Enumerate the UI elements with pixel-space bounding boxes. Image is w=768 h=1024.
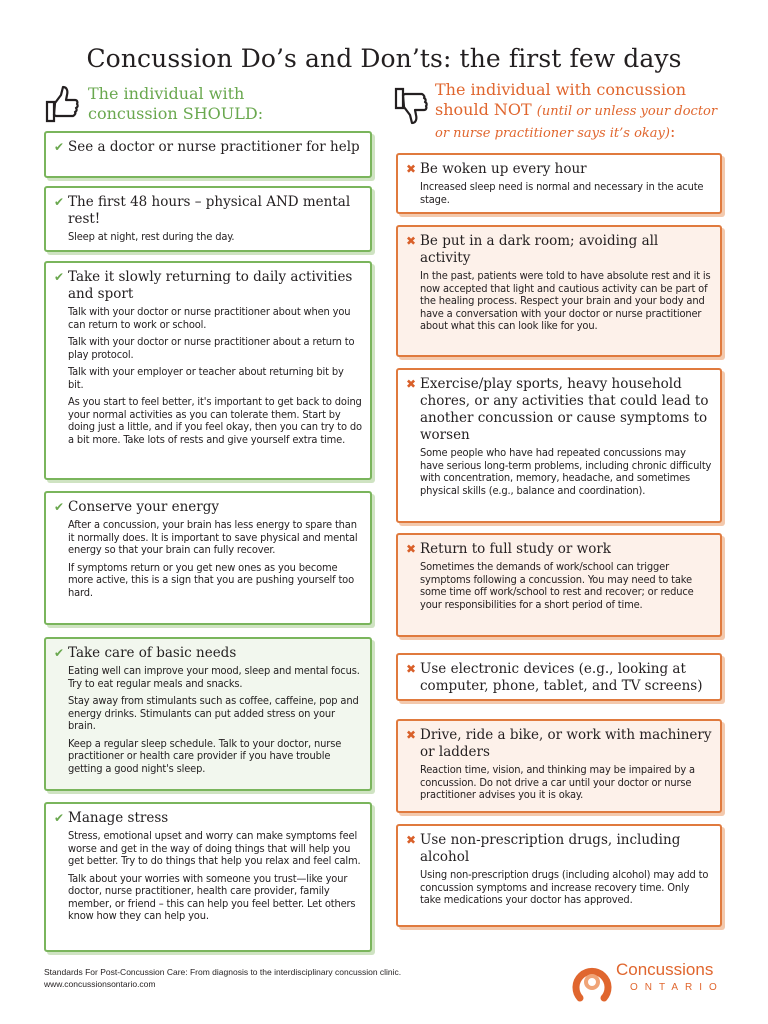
check-icon: ✔ <box>54 646 65 660</box>
should-not-item-text: Reaction time, vision, and thinking may be impaired by a concussion. Do not drive a car until your doctor or nurse practitioner advises you it is okay. <box>420 763 695 801</box>
x-mark-icon: ✖ <box>406 542 417 556</box>
check-icon: ✔ <box>54 270 65 284</box>
should-not-item-title: Exercise/play sports, heavy household chores, or any activities that could lead to another concussion or cause symptoms to worsen <box>420 376 709 443</box>
should-not-item-title: Drive, ride a bike, or work with machinery or ladders <box>420 727 712 760</box>
should-not-heading-sub-1: (until or unless your doctor <box>536 104 718 119</box>
x-mark-icon: ✖ <box>406 377 417 391</box>
should-not-item-1 <box>396 153 722 214</box>
x-mark-icon: ✖ <box>406 728 417 742</box>
x-mark-icon: ✖ <box>406 162 417 176</box>
thumbs-down-icon <box>393 86 429 126</box>
should-heading-line-1: The individual with <box>88 84 245 103</box>
x-mark-icon: ✖ <box>406 833 417 847</box>
should-not-item-title: Use electronic devices (e.g., looking at computer, phone, tablet, and TV screens) <box>420 661 703 694</box>
logo-text-line-2: ONTARIO <box>630 982 724 993</box>
should-not-heading-line-2: should NOT <box>435 100 537 119</box>
concussions-ontario-logo <box>572 958 732 1002</box>
should-item-5 <box>44 637 372 791</box>
check-icon: ✔ <box>54 140 65 154</box>
logo-ring-icon <box>572 958 612 1002</box>
should-item-text: If symptoms return or you get new ones as you become more active, this is a sign that you are pushing yourself too hard. <box>68 560 354 599</box>
should-item-text: Sleep at night, rest during the day. <box>68 230 235 243</box>
should-item-text: Eating well can improve your mood, sleep and mental focus. Try to eat regular meals and snacks. <box>68 664 360 690</box>
should-heading-line-2: concussion SHOULD: <box>88 104 264 123</box>
should-item-title: Take care of basic needs <box>68 645 237 661</box>
logo-text-line-1: Concussions <box>616 960 714 979</box>
should-item-6 <box>44 802 372 952</box>
should-heading <box>44 84 374 128</box>
should-item-text: Talk about your worries with someone you trust—like your doctor, nurse practitioner, health care provider, family member, or friend – this can help you feel better. Let others know how they can help you. <box>68 871 356 922</box>
should-item-text: As you start to feel better, it's important to get back to doing your normal activities as you can tolerate them. Start by doing just a little, and if you feel okay, then you can try to do a bit more. Take lots of rests and give yourself extra time. <box>68 395 362 446</box>
should-not-heading-sub-2: or nurse practitioner says it’s okay) <box>435 126 670 141</box>
x-mark-icon: ✖ <box>406 234 417 248</box>
should-column <box>44 84 374 132</box>
should-not-item-text: Sometimes the demands of work/school can trigger symptoms following a concussion. You may need to take some time off work/school to rest and recover; or reduce your responsibilities for a short period of time. <box>420 560 694 611</box>
should-item-title: The first 48 hours – physical AND mental rest! <box>68 194 351 227</box>
should-item-2 <box>44 186 372 252</box>
should-not-item-title: Use non-prescription drugs, including alcohol <box>420 832 681 865</box>
should-item-text: Talk with your employer or teacher about returning bit by bit. <box>68 365 344 391</box>
should-not-item-7 <box>396 824 722 927</box>
should-not-column <box>393 80 725 150</box>
should-item-text: Talk with your doctor or nurse practitioner about a return to play protocol. <box>68 335 355 361</box>
should-not-item-4 <box>396 533 722 637</box>
should-item-title: Take it slowly returning to daily activities and sport <box>68 269 353 302</box>
should-not-item-text: Using non-prescription drugs (including alcohol) may add to concussion symptoms and increase recovery time. Only take medications your doctor has approved. <box>420 868 709 906</box>
x-mark-icon: ✖ <box>406 662 417 676</box>
should-not-heading-colon: : <box>669 122 676 141</box>
footer <box>44 966 401 990</box>
check-icon: ✔ <box>54 500 65 514</box>
check-icon: ✔ <box>54 811 65 825</box>
should-not-heading <box>393 80 725 146</box>
should-not-item-title: Be put in a dark room; avoiding all activity <box>420 233 659 266</box>
should-item-text: Stay away from stimulants such as coffee, caffeine, pop and energy drinks. Stimulants can put added stress on your brain. <box>68 694 359 732</box>
should-item-text: After a concussion, your brain has less energy to spare than it normally does. It is important to save physical and mental energy so that your brain can fully recover. <box>68 518 358 556</box>
should-item-1 <box>44 131 372 178</box>
should-not-item-title: Be woken up every hour <box>420 161 587 177</box>
thumbs-up-icon <box>44 84 80 124</box>
should-item-title: Conserve your energy <box>68 499 220 515</box>
should-item-text: Talk with your doctor or nurse practitioner about when you can return to work or school. <box>68 305 351 331</box>
should-not-item-title: Return to full study or work <box>420 541 611 557</box>
should-not-item-text: Some people who have had repeated concussions may have serious long-term problems, including chronic difficulty with concentration, memory, headache, and sometimes physical skills (e.g., balance and coordination). <box>420 446 712 497</box>
should-not-item-text: In the past, patients were told to have absolute rest and it is now accepted that light and cautious activity can be part of the healing process. Respect your brain and your body and have a conversation with your doctor or nurse practitioner about what this can look like for you. <box>420 269 711 332</box>
should-item-title: See a doctor or nurse practitioner for help <box>68 139 360 155</box>
should-not-item-6 <box>396 719 722 813</box>
should-not-item-2 <box>396 225 722 357</box>
should-not-item-text: Increased sleep need is normal and necessary in the acute stage. <box>420 180 704 206</box>
should-not-item-5 <box>396 653 722 701</box>
footer-citation: Standards For Post-Concussion Care: From diagnosis to the interdisciplinary concussion clinic. <box>44 967 402 977</box>
should-item-4 <box>44 491 372 625</box>
should-item-text: Keep a regular sleep schedule. Talk to your doctor, nurse practitioner or health care provider if you have trouble getting a good night's sleep. <box>68 736 342 775</box>
should-not-item-3 <box>396 368 722 523</box>
page-title: Concussion Do’s and Don’ts: the first few days <box>86 44 682 73</box>
check-icon: ✔ <box>54 195 65 209</box>
should-item-title: Manage stress <box>68 810 169 826</box>
should-not-heading-line-1: The individual with concussion <box>435 80 687 99</box>
should-item-text: Stress, emotional upset and worry can make symptoms feel worse and get in the way of doing things that will help you get better. Try to do things that help you relax and feel calm. <box>68 829 361 867</box>
should-item-3 <box>44 261 372 480</box>
footer-website[interactable]: www.concussionsontario.com <box>44 979 156 989</box>
